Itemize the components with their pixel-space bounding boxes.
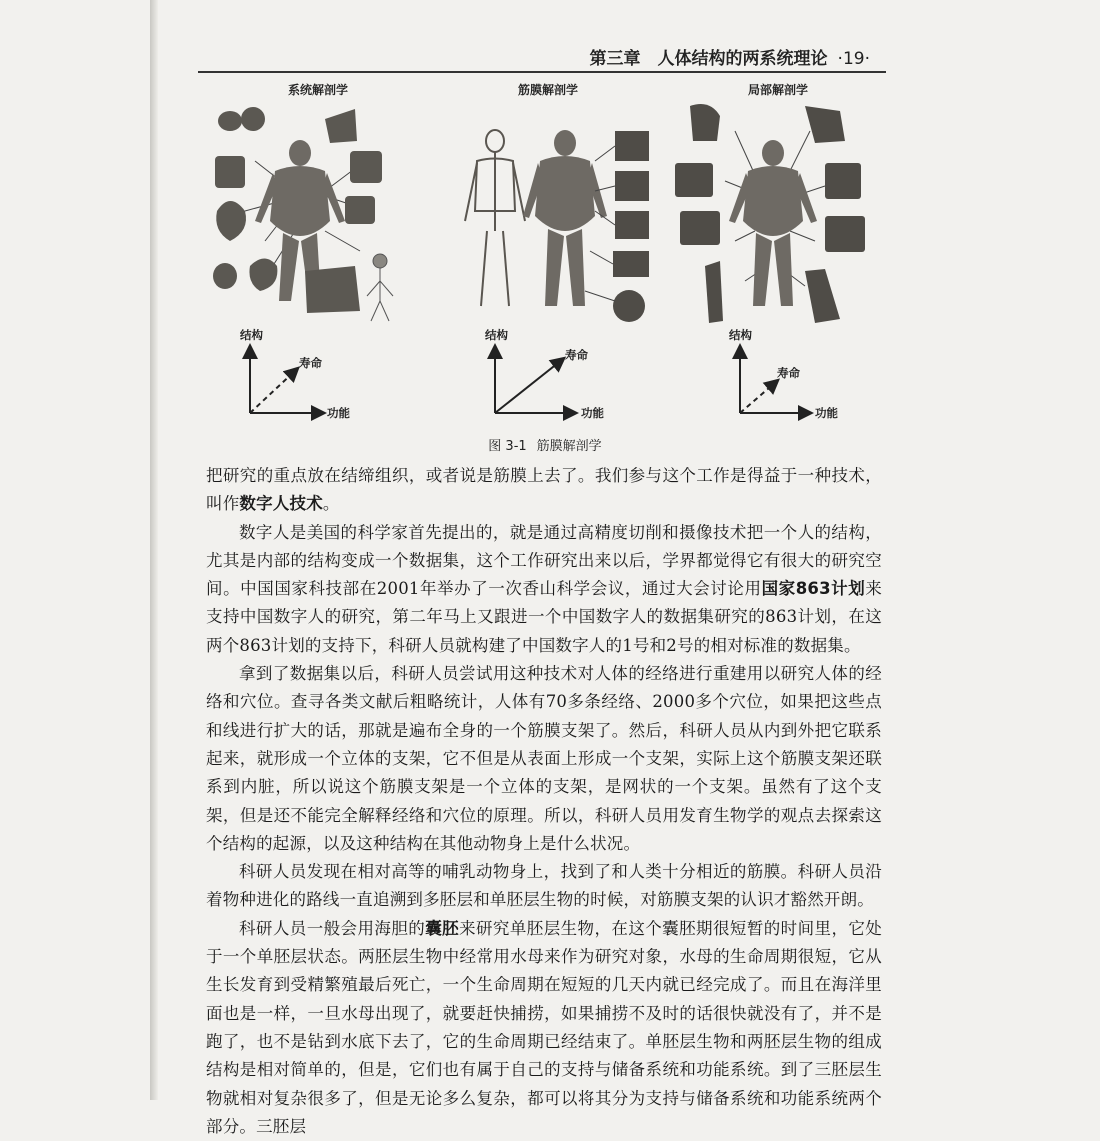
paragraph-2 [206, 519, 882, 660]
panel-title: 系统解剖学 [287, 83, 348, 97]
diagonal-label: 寿命 [777, 366, 800, 380]
body-text [206, 462, 882, 1141]
panel-regional-anatomy [665, 75, 891, 435]
paragraph-1 [206, 462, 882, 519]
header-rule [198, 71, 886, 73]
text-run: 把研究的重点放在结缔组织，或者说是筋膜上去了。我们参与这个工作是得益于一种技术，叫作 [206, 466, 882, 514]
paragraph-4: 科研人员发现在相对高等的哺乳动物身上，找到了和人类十分相近的筋膜。科研人员沿着物种进化的路线一直追溯到多胚层和单胚层生物的时候，对筋膜支架的认识才豁然开朗。 [206, 862, 882, 910]
text-run: 。 [322, 494, 340, 514]
bold-term: 囊胚 [425, 918, 460, 938]
paragraph-5 [206, 915, 882, 1141]
x-axis-label: 功能 [327, 406, 350, 420]
x-axis-label: 功能 [815, 406, 838, 420]
page-number: ·19· [837, 49, 870, 69]
chapter-title: 第三章 人体结构的两系统理论 [589, 49, 828, 69]
diagonal-label: 寿命 [565, 348, 588, 362]
figure-3-1 [205, 75, 885, 455]
fascia-anatomy-illustration [435, 101, 661, 326]
text-run: 来研究单胚层生物，在这个囊胚期很短暂的时间里，它处于一个单胚层状态。两胚层生物中经常用水母来作为研究对象，水母的生命周期很短，它从生长发育到受精繁殖最后死亡，一个生命周期在短短的几天内就已经完成了。而且在海洋里面也是一样，一旦水母出现了，就要赶快捕捞，如果捕捞不及时的话很快就没有了，并不是跑了，也不是钻到水底下去了，它的生命周期已经结束了。单胚层生物和两胚层生物的组成结构是相对简单的，但是，它们也有属于自己的支持与储备系统和功能系统。到了三胚层生物就相对复杂很多了，但是无论多么复杂，都可以将其分为支持与储备系统和功能系统两个部分。三胚层 [206, 918, 883, 1136]
caption-number: 图 3-1 [488, 439, 527, 454]
panel-title: 筋膜解剖学 [517, 83, 578, 97]
panel-title: 局部解剖学 [747, 83, 808, 97]
diagonal-label: 寿命 [299, 356, 322, 370]
page-gutter-shadow [150, 0, 158, 1100]
axes-diagram [435, 329, 661, 429]
systematic-anatomy-illustration [205, 101, 431, 326]
bold-term: 数字人技术 [239, 494, 323, 514]
axes-arrows [205, 329, 431, 429]
x-axis-label: 功能 [581, 406, 604, 420]
paragraph-3: 拿到了数据集以后，科研人员尝试用这种技术对人体的经络进行重建用以研究人体的经络和穴位。查寻各类文献后粗略统计，人体有70多条经络、2000多个穴位，如果把这些点和线进行扩大的话，那就是遍布全身的一个筋膜支架了。然后，科研人员从内到外把它联系起来，就形成一个立体的支架，它不但是从表面上形成一个支架，实际上这个筋膜支架还联系到内脏，所以说这个筋膜支架是一个立体的支架，是网状的一个支架。虽然有了这个支架，但是还不能完全解释经络和穴位的原理。所以，科研人员用发育生物学的观点去探索这个结构的起源，以及这种结构在其他动物身上是什么状况。 [206, 664, 882, 853]
caption-title: 筋膜解剖学 [536, 439, 602, 454]
y-axis-label: 结构 [729, 328, 752, 342]
axes-diagram [205, 329, 431, 429]
text-run: 数字人是美国的科学家首先提出的，就是通过高精度切削和摄像技术把一个人的结构，尤其是内部的结构变成一个数据集，这个工作研究出来以后，学界都觉得它有很大的研究空间。中国国家科技部在2001年举办了一次香山科学会议，通过大会讨论用 [206, 522, 882, 599]
figure-caption [205, 435, 885, 454]
axes-diagram [665, 329, 891, 429]
running-head [590, 44, 870, 69]
panel-systematic-anatomy [205, 75, 431, 435]
regional-anatomy-illustration [665, 101, 891, 326]
text-run: 科研人员一般会用海胆的 [239, 918, 426, 938]
y-axis-label: 结构 [485, 328, 508, 342]
y-axis-label: 结构 [240, 328, 263, 342]
bold-term: 国家863计划 [761, 579, 866, 599]
panel-fascia-anatomy [435, 75, 661, 435]
text-run: 来支持中国数字人的研究，第二年马上又跟进一个中国数字人的数据集研究的863计划，在这两个863计划的支持下，科研人员就构建了中国数字人的1号和2号的相对标准的数据集。 [206, 579, 883, 655]
axes-arrows [435, 329, 661, 429]
